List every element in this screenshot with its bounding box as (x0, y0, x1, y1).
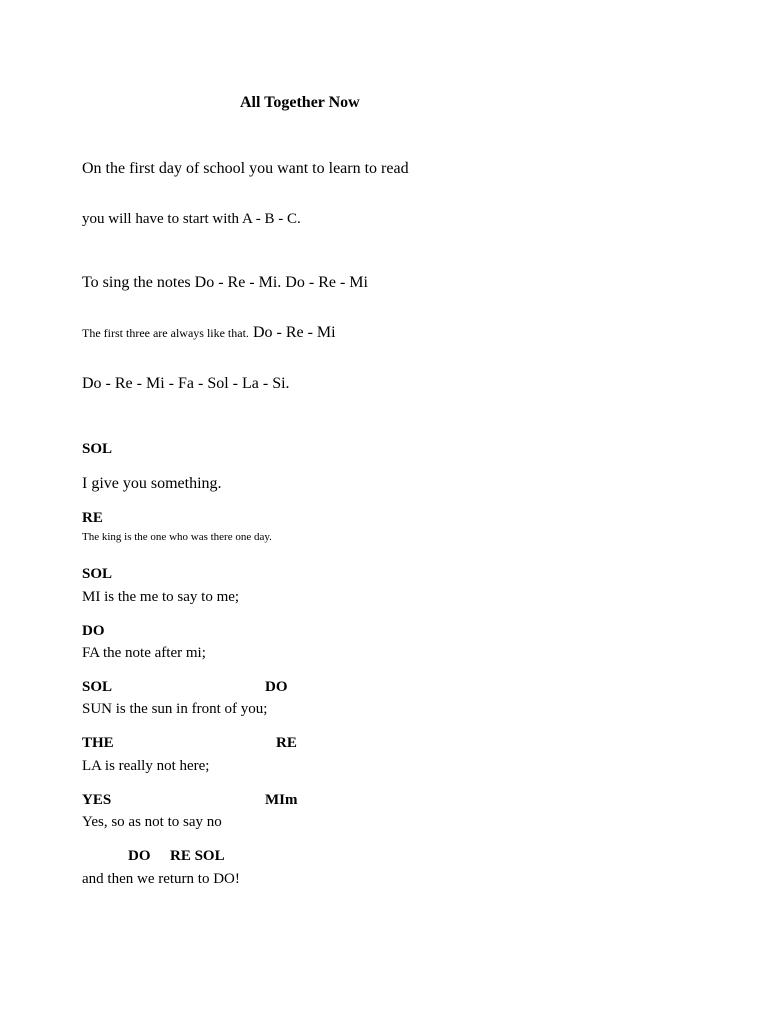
chord-label-2: RE SOL (170, 848, 225, 864)
lyric-line: MI is the me to say to me; (82, 589, 240, 605)
chord-label: RE (82, 510, 103, 526)
intro-line-2: you will have to start with A - B - C. (82, 211, 301, 227)
lyric-line: and then we return to DO! (82, 871, 240, 887)
chord-label: DO (82, 623, 105, 639)
chord-label-2: MIm (265, 792, 298, 808)
intro-line-4-small: The first three are always like that. (82, 326, 249, 340)
chord-label: SOL (82, 441, 113, 457)
chord-label: YES (82, 792, 112, 808)
intro-line-4-big: Do - Re - Mi (252, 324, 336, 341)
intro-line-3: To sing the notes Do - Re - Mi. Do - Re - Mi (82, 274, 368, 291)
intro-line-5: Do - Re - Mi - Fa - Sol - La - Si. (82, 375, 290, 392)
song-title: All Together Now (240, 94, 360, 111)
chord-label: SOL (82, 566, 113, 582)
lyric-line: The king is the one who was there one day. (82, 531, 272, 543)
lyric-line: Yes, so as not to say no (82, 814, 222, 830)
lyric-line: SUN is the sun in front of you; (82, 701, 268, 717)
chord-label: DO (128, 848, 151, 864)
lyric-line: LA is really not here; (82, 758, 210, 774)
chord-label: THE (82, 735, 114, 751)
chord-label: SOL (82, 679, 113, 695)
chord-label-2: DO (265, 679, 288, 695)
intro-line-4 (82, 325, 336, 341)
intro-line-1: On the first day of school you want to learn to read (82, 160, 409, 177)
lyric-line: I give you something. (82, 475, 222, 492)
lyric-line: FA the note after mi; (82, 645, 206, 661)
chord-label-2: RE (276, 735, 297, 751)
